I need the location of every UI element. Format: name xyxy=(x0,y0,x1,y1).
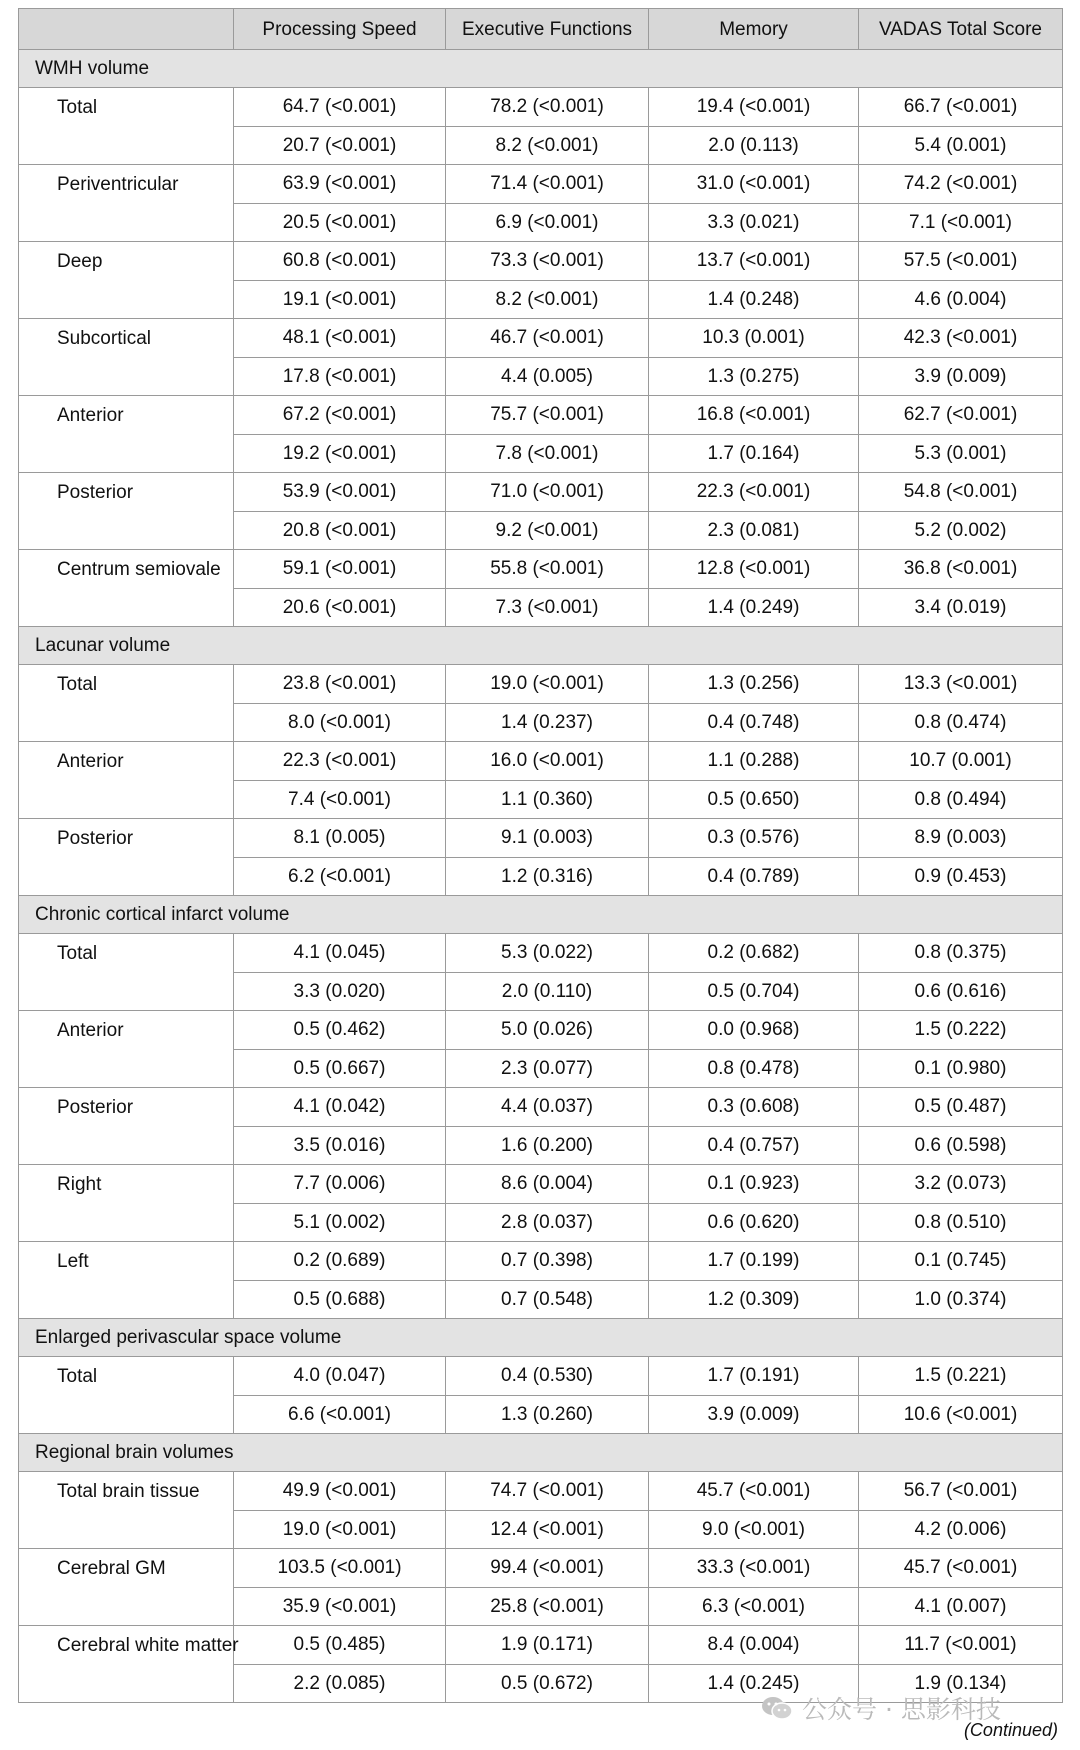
table-row xyxy=(19,1165,1063,1204)
cell-vadas-total-score: 0.8 (0.474) xyxy=(859,703,1063,742)
section-title: Regional brain volumes xyxy=(19,1434,1063,1472)
table-row xyxy=(19,665,1063,704)
cell-vadas-total-score: 10.6 (<0.001) xyxy=(859,1395,1063,1434)
cell-vadas-total-score: 8.9 (0.003) xyxy=(859,819,1063,858)
cell-executive-functions: 7.8 (<0.001) xyxy=(446,434,649,473)
cell-vadas-total-score: 0.6 (0.616) xyxy=(859,972,1063,1011)
cell-executive-functions: 8.6 (0.004) xyxy=(446,1165,649,1204)
section-title: WMH volume xyxy=(19,50,1063,88)
cell-memory: 0.4 (0.748) xyxy=(649,703,859,742)
table-row xyxy=(19,473,1063,512)
cell-memory: 0.6 (0.620) xyxy=(649,1203,859,1242)
cell-executive-functions: 71.4 (<0.001) xyxy=(446,165,649,204)
cell-vadas-total-score: 1.9 (0.134) xyxy=(859,1664,1063,1703)
cell-memory: 0.3 (0.608) xyxy=(649,1088,859,1127)
cell-executive-functions: 8.2 (<0.001) xyxy=(446,126,649,165)
cell-memory: 1.7 (0.164) xyxy=(649,434,859,473)
cell-executive-functions: 1.9 (0.171) xyxy=(446,1626,649,1665)
cell-vadas-total-score: 1.5 (0.221) xyxy=(859,1357,1063,1396)
cell-processing-speed: 5.1 (0.002) xyxy=(234,1203,446,1242)
cell-executive-functions: 74.7 (<0.001) xyxy=(446,1472,649,1511)
cell-vadas-total-score: 66.7 (<0.001) xyxy=(859,88,1063,127)
cell-executive-functions: 16.0 (<0.001) xyxy=(446,742,649,781)
cell-vadas-total-score: 13.3 (<0.001) xyxy=(859,665,1063,704)
cell-executive-functions: 5.0 (0.026) xyxy=(446,1011,649,1050)
header-memory: Memory xyxy=(649,9,859,50)
cell-executive-functions: 12.4 (<0.001) xyxy=(446,1510,649,1549)
cell-memory: 1.4 (0.248) xyxy=(649,280,859,319)
cell-memory: 0.5 (0.704) xyxy=(649,972,859,1011)
cell-vadas-total-score: 0.1 (0.980) xyxy=(859,1049,1063,1088)
cell-vadas-total-score: 0.8 (0.494) xyxy=(859,780,1063,819)
cell-memory: 10.3 (0.001) xyxy=(649,319,859,358)
cell-processing-speed: 3.3 (0.020) xyxy=(234,972,446,1011)
header-cell-empty xyxy=(19,9,234,50)
cell-vadas-total-score: 45.7 (<0.001) xyxy=(859,1549,1063,1588)
cell-executive-functions: 4.4 (0.037) xyxy=(446,1088,649,1127)
cell-vadas-total-score: 3.9 (0.009) xyxy=(859,357,1063,396)
cell-vadas-total-score: 1.5 (0.222) xyxy=(859,1011,1063,1050)
cell-memory: 1.4 (0.249) xyxy=(649,588,859,627)
cell-memory: 19.4 (<0.001) xyxy=(649,88,859,127)
cell-memory: 1.2 (0.309) xyxy=(649,1280,859,1319)
table-row xyxy=(19,242,1063,281)
table-body xyxy=(19,50,1063,1703)
row-label: Anterior xyxy=(19,742,234,819)
cell-memory: 0.4 (0.789) xyxy=(649,857,859,896)
section-header-row xyxy=(19,627,1063,665)
cell-processing-speed: 7.7 (0.006) xyxy=(234,1165,446,1204)
table-row xyxy=(19,1242,1063,1281)
cell-executive-functions: 71.0 (<0.001) xyxy=(446,473,649,512)
cell-processing-speed: 19.1 (<0.001) xyxy=(234,280,446,319)
cell-processing-speed: 17.8 (<0.001) xyxy=(234,357,446,396)
table-row xyxy=(19,934,1063,973)
cell-processing-speed: 60.8 (<0.001) xyxy=(234,242,446,281)
table-row xyxy=(19,1549,1063,1588)
cell-vadas-total-score: 0.6 (0.598) xyxy=(859,1126,1063,1165)
cell-vadas-total-score: 0.8 (0.375) xyxy=(859,934,1063,973)
row-label: Deep xyxy=(19,242,234,319)
cell-vadas-total-score: 0.8 (0.510) xyxy=(859,1203,1063,1242)
table-row xyxy=(19,1088,1063,1127)
section-header-row xyxy=(19,1434,1063,1472)
cell-memory: 33.3 (<0.001) xyxy=(649,1549,859,1588)
cell-processing-speed: 48.1 (<0.001) xyxy=(234,319,446,358)
row-label: Total brain tissue xyxy=(19,1472,234,1549)
cell-executive-functions: 55.8 (<0.001) xyxy=(446,550,649,589)
cell-processing-speed: 0.5 (0.462) xyxy=(234,1011,446,1050)
cell-vadas-total-score: 42.3 (<0.001) xyxy=(859,319,1063,358)
cell-executive-functions: 9.1 (0.003) xyxy=(446,819,649,858)
cell-memory: 9.0 (<0.001) xyxy=(649,1510,859,1549)
cell-executive-functions: 2.3 (0.077) xyxy=(446,1049,649,1088)
cell-memory: 0.4 (0.757) xyxy=(649,1126,859,1165)
cell-memory: 0.0 (0.968) xyxy=(649,1011,859,1050)
cell-processing-speed: 7.4 (<0.001) xyxy=(234,780,446,819)
cell-processing-speed: 53.9 (<0.001) xyxy=(234,473,446,512)
row-label: Subcortical xyxy=(19,319,234,396)
cell-memory: 0.8 (0.478) xyxy=(649,1049,859,1088)
row-label: Total xyxy=(19,934,234,1011)
cell-executive-functions: 19.0 (<0.001) xyxy=(446,665,649,704)
table-row xyxy=(19,1357,1063,1396)
cell-executive-functions: 0.7 (0.398) xyxy=(446,1242,649,1281)
cell-executive-functions: 4.4 (0.005) xyxy=(446,357,649,396)
header-processing-speed: Processing Speed xyxy=(234,9,446,50)
cell-processing-speed: 3.5 (0.016) xyxy=(234,1126,446,1165)
row-label: Cerebral white matter xyxy=(19,1626,234,1703)
cell-memory: 6.3 (<0.001) xyxy=(649,1587,859,1626)
cell-memory: 1.1 (0.288) xyxy=(649,742,859,781)
cell-vadas-total-score: 7.1 (<0.001) xyxy=(859,203,1063,242)
cell-processing-speed: 49.9 (<0.001) xyxy=(234,1472,446,1511)
cell-processing-speed: 63.9 (<0.001) xyxy=(234,165,446,204)
cell-vadas-total-score: 5.2 (0.002) xyxy=(859,511,1063,550)
cell-vadas-total-score: 4.1 (0.007) xyxy=(859,1587,1063,1626)
cell-processing-speed: 8.1 (0.005) xyxy=(234,819,446,858)
cell-memory: 0.2 (0.682) xyxy=(649,934,859,973)
cell-memory: 0.1 (0.923) xyxy=(649,1165,859,1204)
watermark-text: 公众号 · 思影科技 xyxy=(802,1695,1001,1724)
cell-memory: 22.3 (<0.001) xyxy=(649,473,859,512)
cell-executive-functions: 25.8 (<0.001) xyxy=(446,1587,649,1626)
cell-vadas-total-score: 74.2 (<0.001) xyxy=(859,165,1063,204)
wechat-icon xyxy=(760,1695,794,1721)
cell-memory: 45.7 (<0.001) xyxy=(649,1472,859,1511)
cell-processing-speed: 19.0 (<0.001) xyxy=(234,1510,446,1549)
cell-memory: 1.4 (0.245) xyxy=(649,1664,859,1703)
row-label: Posterior xyxy=(19,1088,234,1165)
cell-memory: 3.3 (0.021) xyxy=(649,203,859,242)
row-label: Left xyxy=(19,1242,234,1319)
table-row xyxy=(19,742,1063,781)
cell-executive-functions: 0.5 (0.672) xyxy=(446,1664,649,1703)
cell-memory: 1.3 (0.256) xyxy=(649,665,859,704)
table-row xyxy=(19,1011,1063,1050)
cell-vadas-total-score: 3.2 (0.073) xyxy=(859,1165,1063,1204)
cell-vadas-total-score: 62.7 (<0.001) xyxy=(859,396,1063,435)
cell-memory: 31.0 (<0.001) xyxy=(649,165,859,204)
cell-vadas-total-score: 54.8 (<0.001) xyxy=(859,473,1063,512)
cell-processing-speed: 67.2 (<0.001) xyxy=(234,396,446,435)
cell-executive-functions: 99.4 (<0.001) xyxy=(446,1549,649,1588)
cell-processing-speed: 0.5 (0.485) xyxy=(234,1626,446,1665)
cell-vadas-total-score: 5.4 (0.001) xyxy=(859,126,1063,165)
cell-processing-speed: 4.0 (0.047) xyxy=(234,1357,446,1396)
cell-vadas-total-score: 57.5 (<0.001) xyxy=(859,242,1063,281)
cell-memory: 0.3 (0.576) xyxy=(649,819,859,858)
cell-vadas-total-score: 4.6 (0.004) xyxy=(859,280,1063,319)
cell-executive-functions: 1.6 (0.200) xyxy=(446,1126,649,1165)
cell-memory: 16.8 (<0.001) xyxy=(649,396,859,435)
section-title: Chronic cortical infarct volume xyxy=(19,896,1063,934)
row-label: Posterior xyxy=(19,819,234,896)
header-vadas-total-score: VADAS Total Score xyxy=(859,9,1063,50)
section-title: Lacunar volume xyxy=(19,627,1063,665)
cell-executive-functions: 73.3 (<0.001) xyxy=(446,242,649,281)
header-executive-functions: Executive Functions xyxy=(446,9,649,50)
cell-vadas-total-score: 10.7 (0.001) xyxy=(859,742,1063,781)
cell-vadas-total-score: 5.3 (0.001) xyxy=(859,434,1063,473)
table-row xyxy=(19,1472,1063,1511)
section-header-row xyxy=(19,896,1063,934)
row-label: Periventricular xyxy=(19,165,234,242)
cell-processing-speed: 20.7 (<0.001) xyxy=(234,126,446,165)
cell-memory: 13.7 (<0.001) xyxy=(649,242,859,281)
cell-executive-functions: 7.3 (<0.001) xyxy=(446,588,649,627)
cell-vadas-total-score: 0.1 (0.745) xyxy=(859,1242,1063,1281)
results-table xyxy=(18,8,1063,1703)
cell-processing-speed: 35.9 (<0.001) xyxy=(234,1587,446,1626)
cell-memory: 2.0 (0.113) xyxy=(649,126,859,165)
row-label: Total xyxy=(19,1357,234,1434)
cell-processing-speed: 8.0 (<0.001) xyxy=(234,703,446,742)
cell-processing-speed: 103.5 (<0.001) xyxy=(234,1549,446,1588)
cell-executive-functions: 9.2 (<0.001) xyxy=(446,511,649,550)
cell-processing-speed: 6.6 (<0.001) xyxy=(234,1395,446,1434)
table-row xyxy=(19,88,1063,127)
row-label: Total xyxy=(19,88,234,165)
cell-vadas-total-score: 0.5 (0.487) xyxy=(859,1088,1063,1127)
cell-executive-functions: 2.8 (0.037) xyxy=(446,1203,649,1242)
cell-memory: 0.5 (0.650) xyxy=(649,780,859,819)
row-label: Right xyxy=(19,1165,234,1242)
cell-memory: 3.9 (0.009) xyxy=(649,1395,859,1434)
cell-memory: 12.8 (<0.001) xyxy=(649,550,859,589)
section-header-row xyxy=(19,1319,1063,1357)
row-label: Total xyxy=(19,665,234,742)
cell-executive-functions: 8.2 (<0.001) xyxy=(446,280,649,319)
table-row xyxy=(19,819,1063,858)
cell-vadas-total-score: 1.0 (0.374) xyxy=(859,1280,1063,1319)
table-row xyxy=(19,319,1063,358)
section-title: Enlarged perivascular space volume xyxy=(19,1319,1063,1357)
section-header-row xyxy=(19,50,1063,88)
cell-processing-speed: 20.8 (<0.001) xyxy=(234,511,446,550)
cell-processing-speed: 0.5 (0.688) xyxy=(234,1280,446,1319)
cell-vadas-total-score: 3.4 (0.019) xyxy=(859,588,1063,627)
header-row xyxy=(19,9,1063,50)
cell-processing-speed: 6.2 (<0.001) xyxy=(234,857,446,896)
cell-executive-functions: 1.2 (0.316) xyxy=(446,857,649,896)
cell-executive-functions: 75.7 (<0.001) xyxy=(446,396,649,435)
table-row xyxy=(19,396,1063,435)
cell-processing-speed: 20.5 (<0.001) xyxy=(234,203,446,242)
cell-processing-speed: 4.1 (0.042) xyxy=(234,1088,446,1127)
cell-executive-functions: 78.2 (<0.001) xyxy=(446,88,649,127)
table-row xyxy=(19,165,1063,204)
cell-vadas-total-score: 0.9 (0.453) xyxy=(859,857,1063,896)
cell-processing-speed: 23.8 (<0.001) xyxy=(234,665,446,704)
cell-processing-speed: 4.1 (0.045) xyxy=(234,934,446,973)
cell-vadas-total-score: 36.8 (<0.001) xyxy=(859,550,1063,589)
cell-processing-speed: 22.3 (<0.001) xyxy=(234,742,446,781)
cell-memory: 2.3 (0.081) xyxy=(649,511,859,550)
cell-memory: 1.7 (0.199) xyxy=(649,1242,859,1281)
continued-note: (Continued) xyxy=(963,1720,1058,1740)
cell-memory: 8.4 (0.004) xyxy=(649,1626,859,1665)
cell-processing-speed: 19.2 (<0.001) xyxy=(234,434,446,473)
row-label: Centrum semiovale xyxy=(19,550,234,627)
cell-executive-functions: 5.3 (0.022) xyxy=(446,934,649,973)
table-row xyxy=(19,550,1063,589)
row-label: Posterior xyxy=(19,473,234,550)
cell-memory: 1.3 (0.275) xyxy=(649,357,859,396)
table-header xyxy=(19,9,1063,50)
cell-executive-functions: 0.4 (0.530) xyxy=(446,1357,649,1396)
cell-processing-speed: 2.2 (0.085) xyxy=(234,1664,446,1703)
cell-vadas-total-score: 11.7 (<0.001) xyxy=(859,1626,1063,1665)
cell-executive-functions: 1.4 (0.237) xyxy=(446,703,649,742)
cell-vadas-total-score: 56.7 (<0.001) xyxy=(859,1472,1063,1511)
cell-processing-speed: 0.2 (0.689) xyxy=(234,1242,446,1281)
cell-executive-functions: 6.9 (<0.001) xyxy=(446,203,649,242)
cell-processing-speed: 59.1 (<0.001) xyxy=(234,550,446,589)
cell-processing-speed: 20.6 (<0.001) xyxy=(234,588,446,627)
results-table-container xyxy=(18,8,1062,1703)
cell-memory: 1.7 (0.191) xyxy=(649,1357,859,1396)
cell-executive-functions: 1.3 (0.260) xyxy=(446,1395,649,1434)
row-label: Cerebral GM xyxy=(19,1549,234,1626)
cell-executive-functions: 1.1 (0.360) xyxy=(446,780,649,819)
cell-processing-speed: 64.7 (<0.001) xyxy=(234,88,446,127)
row-label: Anterior xyxy=(19,1011,234,1088)
cell-executive-functions: 0.7 (0.548) xyxy=(446,1280,649,1319)
row-label: Anterior xyxy=(19,396,234,473)
cell-vadas-total-score: 4.2 (0.006) xyxy=(859,1510,1063,1549)
cell-processing-speed: 0.5 (0.667) xyxy=(234,1049,446,1088)
table-row xyxy=(19,1626,1063,1665)
cell-executive-functions: 2.0 (0.110) xyxy=(446,972,649,1011)
cell-executive-functions: 46.7 (<0.001) xyxy=(446,319,649,358)
